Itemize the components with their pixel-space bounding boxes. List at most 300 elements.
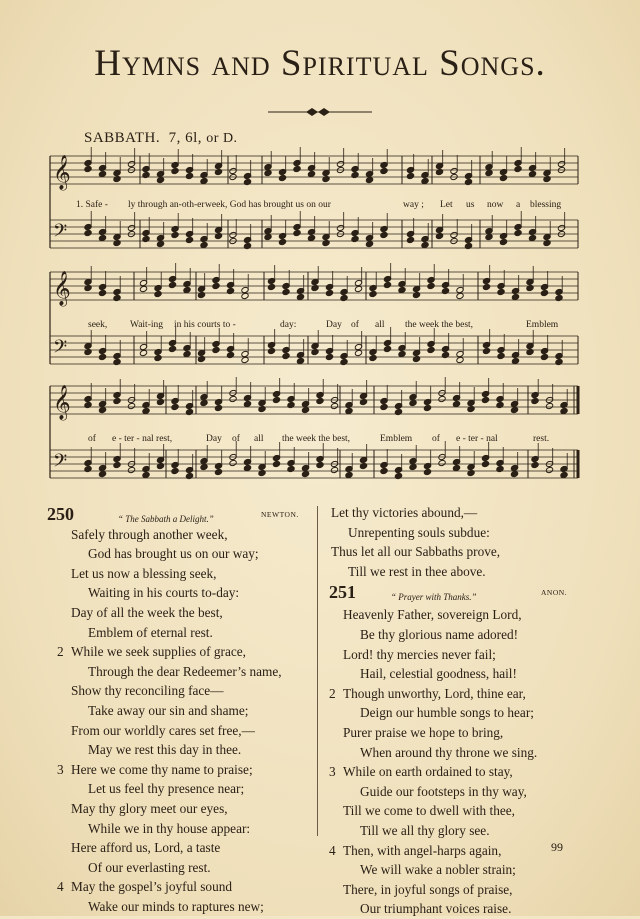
note-head: [545, 466, 553, 473]
verse-line: Unrepenting souls subdue:: [348, 524, 490, 540]
note-head: [528, 170, 536, 177]
lyric: of: [232, 434, 240, 444]
note-head: [526, 284, 534, 291]
note-head: [485, 233, 493, 240]
note-head: [113, 239, 121, 246]
verse-line: [329, 841, 609, 861]
note-head: [214, 468, 222, 475]
note-head: [467, 469, 475, 476]
note-head: [287, 465, 295, 472]
verse-text: Purer praise we hope to bring,: [343, 724, 504, 740]
verse-line: [343, 821, 609, 841]
verse-line: [71, 583, 315, 603]
note-head: [560, 407, 568, 414]
note-head: [200, 463, 208, 470]
note-head: [156, 240, 164, 247]
verse-line: Thus let all our Sabbaths prove,: [331, 544, 501, 560]
note-head: [139, 349, 147, 356]
note-head: [485, 169, 493, 176]
note-head: [380, 467, 388, 474]
column-divider: [317, 506, 318, 836]
note-head: [267, 283, 275, 290]
lyric: Emblem: [380, 434, 413, 444]
note-head: [555, 358, 563, 365]
note-head: [441, 287, 449, 294]
verse-text: Day of all the week the best,: [71, 604, 223, 620]
hymn-author: ANON.: [541, 588, 568, 598]
lyric: ly through an-oth-er: [128, 200, 205, 210]
note-head: [84, 401, 92, 408]
verse-line: [343, 743, 609, 763]
note-head: [540, 289, 548, 296]
note-head: [142, 471, 150, 478]
lyric: Let: [440, 200, 453, 210]
note-head: [406, 236, 414, 243]
verse-text: God has brought us on our way;: [88, 546, 259, 562]
note-head: [528, 234, 536, 241]
note-head: [510, 406, 518, 413]
bass-clef-icon: 𝄢: [53, 336, 68, 361]
note-head: [307, 170, 315, 177]
lyric: of: [88, 434, 96, 444]
verse-text: Through the dear Redeemer’s name,: [88, 663, 282, 679]
note-head: [282, 352, 290, 359]
note-head: [264, 233, 272, 240]
note-head: [394, 408, 402, 415]
note-head: [185, 408, 193, 415]
note-head: [330, 402, 338, 409]
note-head: [325, 289, 333, 296]
note-head: [322, 239, 330, 246]
note-head: [243, 464, 251, 471]
verse-line: [57, 642, 315, 662]
verse-line: [71, 897, 315, 917]
note-head: [258, 405, 266, 412]
verse-text: Hail, celestial goodness, hail!: [360, 666, 517, 682]
note-head: [482, 283, 490, 290]
verse-text: Wake our minds to raptures new;: [88, 898, 264, 914]
verse-line: [329, 762, 609, 782]
lyric: e - ter - nal rest,: [112, 434, 173, 444]
verse-text: May we rest this day in thee.: [88, 742, 242, 758]
note-head: [98, 234, 106, 241]
note-head: [330, 466, 338, 473]
page-title: Hymns and Spiritual Songs.: [94, 43, 546, 84]
verse-text: Our triumphant voices raise.: [360, 901, 512, 917]
note-head: [467, 405, 475, 412]
verse-line: [71, 623, 315, 643]
note-head: [113, 294, 121, 301]
verse-text: Lord! thy mercies never fail;: [343, 646, 496, 662]
note-head: [282, 288, 290, 295]
note-head: [214, 404, 222, 411]
verse-line: [71, 681, 315, 701]
verse-number: 2: [57, 644, 64, 660]
note-head: [369, 354, 377, 361]
note-head: [156, 462, 164, 469]
note-head: [464, 178, 472, 185]
music-score: [0, 146, 640, 498]
verse-text: From our worldly cares set free,—: [71, 722, 255, 738]
lyric: week, God has brought us on our: [205, 200, 331, 210]
lyric: rest.: [533, 434, 550, 444]
verse-line: [57, 877, 315, 897]
verse-text: When around thy throne we sing.: [360, 744, 538, 760]
note-head: [354, 285, 362, 292]
verse-text: Till we come to dwell with thee,: [343, 803, 515, 819]
verse-text: Let us now a blessing seek,: [71, 565, 217, 581]
note-head: [226, 351, 234, 358]
hymn-right-column: [329, 503, 609, 919]
note-head: [264, 169, 272, 176]
note-head: [423, 404, 431, 411]
note-head: [322, 175, 330, 182]
note-head: [421, 241, 429, 248]
note-head: [98, 170, 106, 177]
note-head: [168, 281, 176, 288]
verse-line: [71, 779, 315, 799]
verse-line: [71, 721, 315, 741]
note-head: [171, 467, 179, 474]
verse-line: Till we rest in thee above.: [348, 563, 486, 579]
note-head: [84, 229, 92, 236]
verse-text: Deign our humble songs to hear;: [360, 705, 534, 721]
lyric: in his courts to -: [174, 320, 236, 330]
verse-line: [329, 684, 609, 704]
note-head: [380, 231, 388, 238]
note-head: [496, 465, 504, 472]
lyric: way ;: [403, 200, 424, 210]
tune-meter-suffix: or D.: [206, 131, 238, 146]
note-head: [243, 242, 251, 249]
verse-text: Here we come thy name to praise;: [71, 761, 253, 777]
note-head: [185, 172, 193, 179]
note-head: [84, 165, 92, 172]
note-head: [359, 462, 367, 469]
note-head: [171, 167, 179, 174]
note-head: [212, 346, 220, 353]
verse-text: Here afford us, Lord, a taste: [71, 840, 221, 856]
page-number: 99: [551, 840, 563, 854]
note-head: [98, 470, 106, 477]
note-head: [438, 459, 446, 466]
note-head: [200, 177, 208, 184]
verse-line: Let thy victories abound,—: [331, 505, 478, 520]
note-head: [293, 229, 301, 236]
note-head: [497, 352, 505, 359]
note-head: [499, 174, 507, 181]
note-head: [84, 465, 92, 472]
verse-line: [71, 838, 315, 858]
note-head: [243, 178, 251, 185]
note-head: [354, 349, 362, 356]
note-head: [171, 403, 179, 410]
note-head: [307, 234, 315, 241]
verse-text: Waiting in his courts to-day:: [88, 585, 240, 601]
note-head: [456, 356, 464, 363]
verse-text: May thy glory meet our eyes,: [71, 800, 228, 816]
note-head: [200, 399, 208, 406]
verse-text: Though unworthy, Lord, thine ear,: [343, 685, 526, 701]
note-head: [394, 472, 402, 479]
verse-text: While on earth ordained to stay,: [343, 764, 513, 780]
lyric: the week the best,: [405, 320, 474, 330]
verse-text: Of our everlasting rest.: [88, 859, 211, 875]
note-head: [511, 293, 519, 300]
note-head: [560, 471, 568, 478]
note-head: [267, 347, 275, 354]
note-head: [113, 175, 121, 182]
note-head: [406, 172, 414, 179]
note-head: [514, 165, 522, 172]
treble-clef-icon: 𝄞: [53, 156, 71, 189]
note-head: [412, 355, 420, 362]
note-head: [311, 348, 319, 355]
lyric: Day: [326, 320, 342, 330]
hymn-subtitle: “ The Sabbath a Delight.”: [118, 514, 214, 524]
note-head: [514, 229, 522, 236]
lyric: seek,: [88, 320, 108, 330]
note-head: [540, 353, 548, 360]
note-head: [427, 282, 435, 289]
note-head: [185, 472, 193, 479]
note-head: [243, 400, 251, 407]
note-head: [214, 232, 222, 239]
lyric: the week the best,: [282, 434, 351, 444]
note-head: [427, 346, 435, 353]
verse-text: Heavenly Father, sovereign Lord,: [343, 607, 522, 623]
note-head: [481, 396, 489, 403]
hymn-250: [47, 505, 315, 916]
note-head: [510, 470, 518, 477]
lyric: blessing: [530, 200, 562, 210]
lyric: all: [254, 434, 264, 444]
note-head: [435, 168, 443, 175]
note-head: [441, 351, 449, 358]
note-head: [287, 401, 295, 408]
lyric: us: [466, 200, 475, 210]
hymn-number: 251: [329, 582, 356, 603]
note-head: [127, 402, 135, 409]
verse-number: 3: [329, 764, 336, 780]
note-head: [316, 397, 324, 404]
note-head: [98, 406, 106, 413]
note-head: [212, 282, 220, 289]
note-head: [154, 354, 162, 361]
note-head: [325, 353, 333, 360]
lyric: 1. Safe -: [76, 200, 108, 210]
verse-line: [343, 723, 609, 743]
note-head: [214, 168, 222, 175]
note-head: [171, 231, 179, 238]
note-head: [311, 284, 319, 291]
note-head: [98, 289, 106, 296]
note-head: [345, 471, 353, 478]
hymn-250-continued: [329, 503, 609, 581]
note-head: [456, 292, 464, 299]
verse-line: [71, 701, 315, 721]
note-head: [365, 240, 373, 247]
note-head: [380, 403, 388, 410]
verse-text: Take away our sin and shame;: [88, 702, 249, 718]
tune-name: SABBATH.: [84, 130, 161, 146]
note-head: [438, 395, 446, 402]
note-head: [183, 350, 191, 357]
verse-number: 4: [57, 879, 64, 895]
verse-text: Emblem of eternal rest.: [88, 624, 213, 640]
note-head: [421, 177, 429, 184]
tune-meter: 7, 6l,: [168, 130, 203, 146]
note-head: [511, 357, 519, 364]
note-head: [531, 397, 539, 404]
note-head: [435, 232, 443, 239]
note-head: [272, 396, 280, 403]
note-head: [464, 242, 472, 249]
verse-line: [343, 782, 609, 802]
verse-line: [71, 544, 315, 564]
lyric: Emblem: [526, 320, 559, 330]
note-head: [200, 241, 208, 248]
bass-clef-icon: 𝄢: [53, 220, 68, 245]
verse-line: [71, 603, 315, 623]
verse-line: [343, 625, 609, 645]
lyric: a: [516, 200, 521, 210]
lyric: day:: [280, 320, 297, 330]
note-head: [296, 293, 304, 300]
verse-line: [71, 858, 315, 878]
note-head: [197, 355, 205, 362]
note-head: [226, 287, 234, 294]
note-head: [272, 460, 280, 467]
note-head: [84, 284, 92, 291]
note-head: [365, 176, 373, 183]
note-head: [127, 466, 135, 473]
note-head: [278, 174, 286, 181]
note-head: [98, 353, 106, 360]
note-head: [409, 463, 417, 470]
note-head: [154, 290, 162, 297]
verse-text: Guide our footsteps in thy way,: [360, 783, 527, 799]
note-head: [229, 459, 237, 466]
note-head: [142, 171, 150, 178]
verse-number: 2: [329, 685, 336, 701]
note-head: [359, 398, 367, 405]
verse-text: While we seek supplies of grace,: [71, 644, 247, 660]
verse-line: [71, 564, 315, 584]
note-head: [316, 461, 324, 468]
note-head: [340, 294, 348, 301]
note-head: [481, 460, 489, 467]
verse-line: [71, 740, 315, 760]
note-head: [183, 286, 191, 293]
verse-text: We will wake a nobler strain;: [360, 862, 516, 878]
note-head: [497, 288, 505, 295]
hymn-author: NEWTON.: [261, 510, 299, 519]
note-head: [543, 175, 551, 182]
note-head: [340, 358, 348, 365]
verse-line: [343, 703, 609, 723]
verse-line: [71, 819, 315, 839]
verse-text: May the gospel’s joyful sound: [71, 879, 233, 895]
verse-line: [343, 860, 609, 880]
note-head: [545, 402, 553, 409]
note-head: [113, 461, 121, 468]
lyric: Day: [206, 434, 222, 444]
verse-line: [343, 801, 609, 821]
verse-text: Then, with angel-harps again,: [343, 842, 502, 858]
bass-clef-icon: 𝄢: [53, 450, 68, 475]
note-head: [423, 468, 431, 475]
verse-line: [343, 664, 609, 684]
note-head: [369, 290, 377, 297]
verse-line: [71, 662, 315, 682]
note-head: [412, 291, 420, 298]
verse-line: [343, 645, 609, 665]
verse-text: Let us feel thy presence near;: [88, 781, 245, 797]
note-head: [383, 345, 391, 352]
note-head: [241, 292, 249, 299]
verse-line: [57, 760, 315, 780]
lyric: now: [487, 200, 504, 210]
note-head: [229, 395, 237, 402]
note-head: [351, 235, 359, 242]
lyric: all: [375, 320, 385, 330]
note-head: [351, 171, 359, 178]
note-head: [113, 397, 121, 404]
lyric: of: [432, 434, 440, 444]
treble-clef-icon: 𝄞: [53, 272, 71, 305]
note-head: [301, 470, 309, 477]
note-head: [278, 238, 286, 245]
note-head: [496, 401, 504, 408]
hymn-251-verses: [329, 605, 609, 919]
note-head: [258, 469, 266, 476]
note-head: [139, 285, 147, 292]
note-head: [296, 357, 304, 364]
verse-line: [343, 880, 609, 900]
treble-clef-icon: 𝄞: [53, 386, 71, 419]
ornament-divider: [0, 104, 640, 120]
hymn-subtitle: “ Prayer with Thanks.”: [391, 592, 477, 603]
note-head: [156, 176, 164, 183]
lyric: of: [351, 320, 359, 330]
note-head: [380, 167, 388, 174]
note-head: [543, 239, 551, 246]
lyric: Wait-ing: [130, 320, 164, 330]
verse-text: Till we all thy glory see.: [360, 822, 490, 838]
lyric: e - ter - nal: [456, 434, 498, 444]
verse-text: Safely through another week,: [71, 526, 228, 542]
tune-heading: [84, 130, 238, 147]
note-head: [345, 407, 353, 414]
note-head: [185, 236, 193, 243]
note-head: [84, 348, 92, 355]
verse-number: 3: [57, 761, 64, 777]
verse-line: [71, 799, 315, 819]
verse-number: 4: [329, 842, 336, 858]
note-head: [398, 350, 406, 357]
verse-text: Be thy glorious name adored!: [360, 626, 519, 642]
note-head: [142, 407, 150, 414]
hymn-250-verses: [47, 525, 315, 917]
note-head: [409, 399, 417, 406]
verse-line: [343, 605, 609, 625]
hymn-number: 250: [47, 504, 74, 524]
note-head: [241, 356, 249, 363]
note-head: [499, 238, 507, 245]
note-head: [293, 165, 301, 172]
note-head: [383, 281, 391, 288]
